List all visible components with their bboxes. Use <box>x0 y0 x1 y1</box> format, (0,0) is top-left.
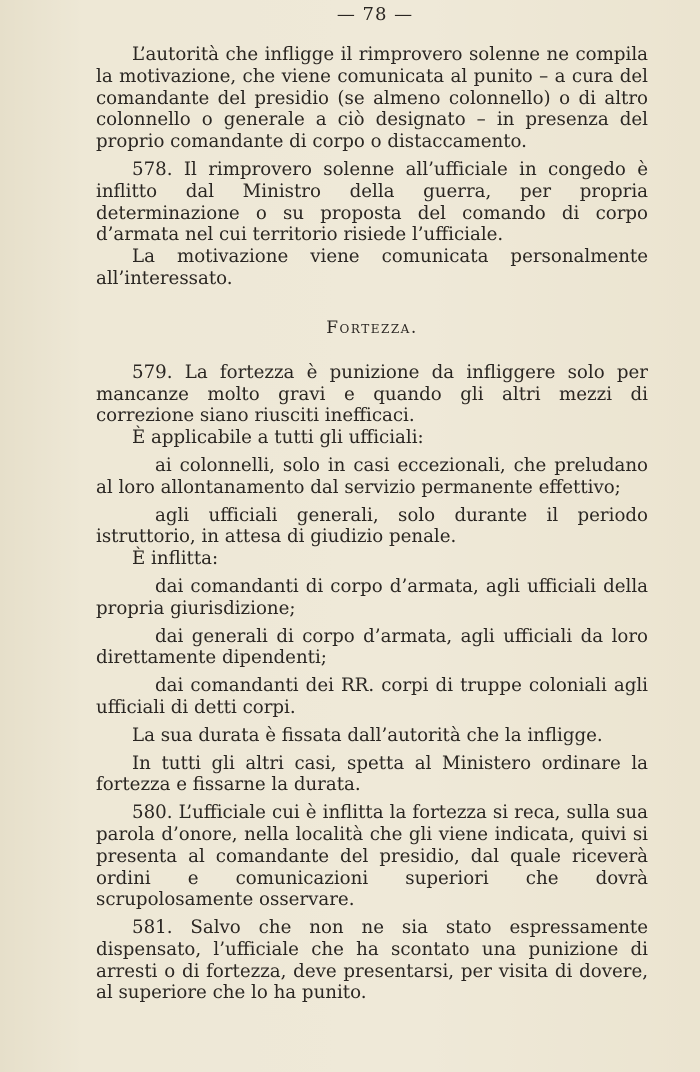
paragraph-581: 581. Salvo che non ne sia stato espressamente dispensato, l’ufficiale che ha scontato una punizione di arresti o di fortezza, deve presentarsi, per visita di dovere, al superiore che lo ha punito. <box>96 917 648 1004</box>
paragraph-578: 578. Il rimprovero solenne all’ufficiale in congedo è inflitto dal Ministro della guerra, per propria determinazione o su proposta del comando di corpo d’armata nel cui territorio risiede l’ufficiale. <box>96 158 648 246</box>
inflicted-item-corpo-armata: dai comandanti di corpo d’armata, agli ufficiali della propria giurisdizione; <box>96 575 648 619</box>
paragraph-motivation: L’autorità che infligge il rimprovero solenne ne compila la motivazione, che viene comunicata al punito – a cura del comandante del presidio (se almeno colonnello) o di altro colonnello o generale a ciò designato – in presenza del proprio comandante di corpo o distaccamento. <box>96 44 648 153</box>
inflicted-intro: È inflitta: <box>132 548 219 570</box>
paragraph-duration: La sua durata è fissata dall’autorità che la infligge. <box>132 724 603 746</box>
applicable-item-generali: agli ufficiali generali, solo durante il periodo istruttorio, in attesa di giudizio penale. <box>96 504 648 548</box>
paragraph-579: 579. La fortezza è punizione da infliggere solo per mancanze molto gravi e quando gli altri mezzi di correzione siano riusciti inefficaci. <box>96 361 648 427</box>
applicable-item-colonnelli: ai colonnelli, solo in casi eccezionali, che preludano al loro allontanamento dal servizio permanente effettivo; <box>96 454 648 498</box>
paragraph-580: 580. L’ufficiale cui è inflitta la fortezza si reca, sulla sua parola d’onore, nella località che gli viene indicata, quivi si presenta al comandante del presidio, dal quale riceverà ordini e comunicazioni superiori che dovrà scrupolosamente osservare. <box>96 802 648 911</box>
document-body <box>96 44 648 1004</box>
applicable-intro: È applicabile a tutti gli ufficiali: <box>132 427 424 449</box>
paragraph-other-cases: In tutti gli altri casi, spetta al Ministero ordinare la fortezza e fissarne la durata. <box>96 752 648 796</box>
section-heading-fortezza: Fortezza. <box>326 317 418 338</box>
page-number: — 78 — <box>336 4 414 25</box>
paragraph-578-motivation: La motivazione viene comunicata personalmente all’interessato. <box>96 246 648 289</box>
inflicted-item-coloniali: dai comandanti dei RR. corpi di truppe coloniali agli ufficiali di detti corpi. <box>96 675 648 718</box>
inflicted-item-generali: dai generali di corpo d’armata, agli ufficiali da loro direttamente dipendenti; <box>96 625 648 669</box>
